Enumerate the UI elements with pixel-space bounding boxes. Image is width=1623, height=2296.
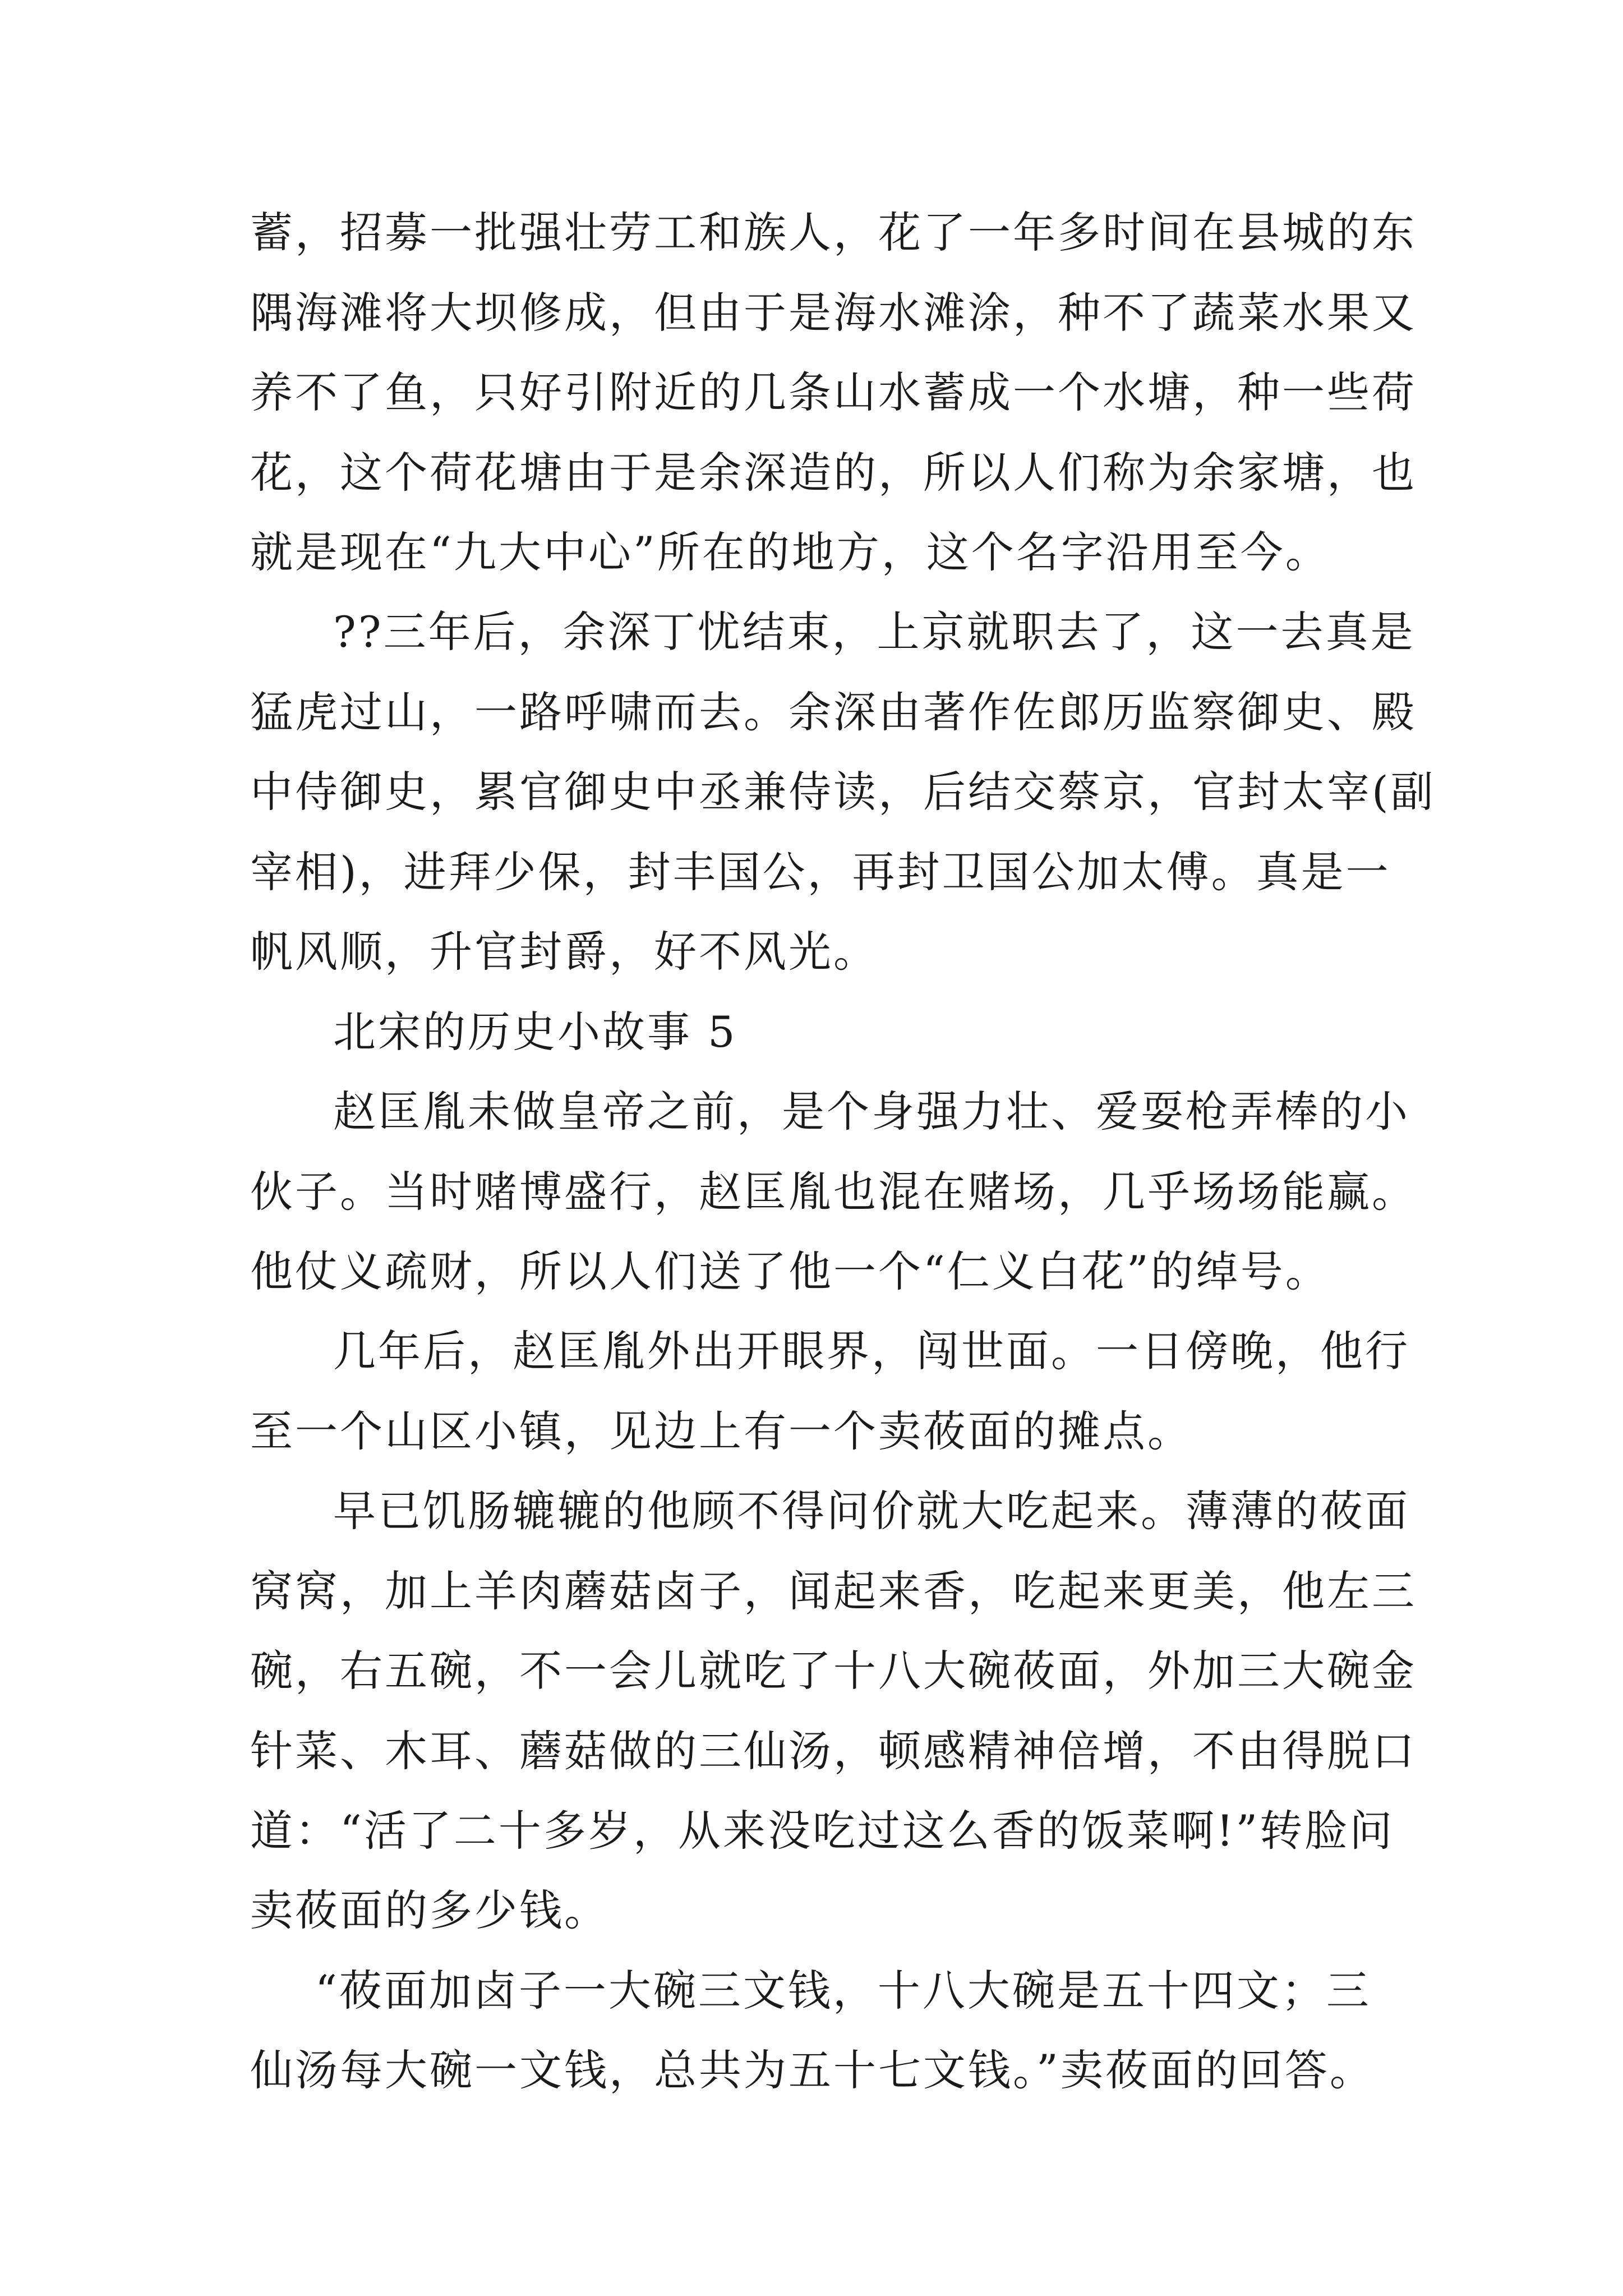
text-line: 猛虎过山，一路呼啸而去。余深由著作佐郎历监察御史、殿 (250, 687, 1417, 737)
paragraph-start: 早已饥肠辘辘的他顾不得问价就大吃起来。薄薄的莜面 (333, 1486, 1410, 1536)
paragraph-start: “莜面加卤子一大碗三文钱，十八大碗是五十四文；三 (315, 1966, 1371, 2016)
paragraph-start: 几年后，赵匡胤外出开眼界，闯世面。一日傍晚，他行 (333, 1326, 1410, 1376)
text-line: 仙汤每大碗一文钱，总共为五十七文钱。”卖莜面的回答。 (250, 2045, 1375, 2095)
text-line: 伙子。当时赌博盛行，赵匡胤也混在赌场，几乎场场能赢。 (250, 1167, 1417, 1217)
text-line: 就是现在“九大中心”所在的地方，这个名字沿用至今。 (250, 527, 1330, 577)
text-line: 针菜、木耳、蘑菇做的三仙汤，顿感精神倍增，不由得脱口 (250, 1726, 1417, 1776)
text-line: 帆风顺，升官封爵，好不风光。 (250, 927, 878, 977)
text-line: 窝窝，加上羊肉蘑菇卤子，闻起来香，吃起来更美，他左三 (250, 1566, 1417, 1616)
text-line: 隅海滩将大坝修成，但由于是海水滩涂，种不了蔬菜水果又 (250, 288, 1417, 338)
text-line: 宰相)，进拜少保，封丰国公，再封卫国公加太傅。真是一 (250, 847, 1391, 897)
text-line: 他仗义疏财，所以人们送了他一个“仁义白花”的绰号。 (250, 1246, 1330, 1296)
text-line: 至一个山区小镇，见边上有一个卖莜面的摊点。 (250, 1406, 1192, 1456)
text-line: 养不了鱼，只好引附近的几条山水蓄成一个水塘，种一些荷 (250, 367, 1417, 417)
paragraph-start: ??三年后，余深丁忧结束，上京就职去了，这一去真是 (333, 607, 1415, 657)
text-line: 中侍御史，累官御史中丞兼侍读，后结交蔡京，官封太宰(副 (250, 767, 1436, 817)
section-heading: 北宋的历史小故事 5 (333, 1007, 737, 1057)
text-line: 蓄，招募一批强壮劳工和族人，花了一年多时间在县城的东 (250, 208, 1417, 257)
text-line: 道：“活了二十多岁，从来没吃过这么香的饭菜啊!”转脸问 (250, 1806, 1395, 1856)
paragraph-start: 赵匡胤未做皇帝之前，是个身强力壮、爱耍枪弄棒的小 (333, 1087, 1410, 1137)
text-line: 花，这个荷花塘由于是余深造的，所以人们称为余家塘，也 (250, 448, 1417, 498)
text-line: 碗，右五碗，不一会儿就吃了十八大碗莜面，外加三大碗金 (250, 1646, 1417, 1696)
text-line: 卖莜面的多少钱。 (250, 1885, 609, 1935)
